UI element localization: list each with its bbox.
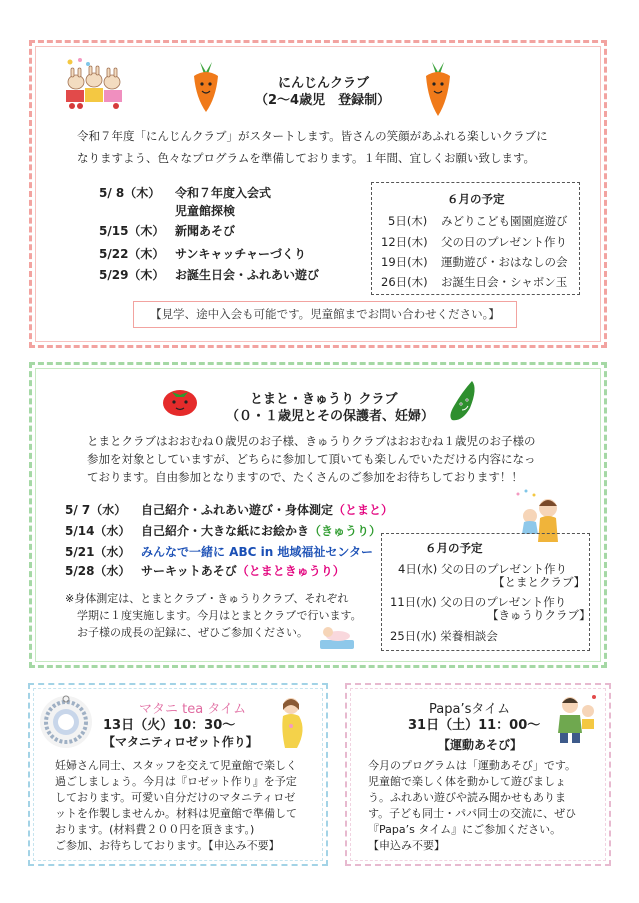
- ninjin-title: にんじんクラブ: [278, 76, 370, 91]
- papa-text: 【申込み不要】: [368, 839, 445, 852]
- pregnant-woman-icon: [275, 696, 309, 750]
- measurement-note: 学期に１度実施します。今月はとまとクラブで行います。: [77, 609, 362, 622]
- measurement-note: ※身体測定は、とまとクラブ・きゅうりクラブ、それぞれ: [65, 592, 349, 605]
- schedule-date: 5/28（水）: [65, 564, 131, 578]
- schedule-event: サーキットあそび（とまときゅうり）: [141, 564, 345, 578]
- papa-text: 児童館で楽しく体を動かして遊びましょ: [368, 775, 566, 788]
- rosette-icon: [36, 692, 96, 752]
- tomato-intro-line: 参加を対象としていますが、どちらに参加して頂いても楽しんでいただける内容になっ: [87, 452, 536, 466]
- june-club: 【きゅうりクラブ】: [487, 608, 591, 622]
- papa-text: す。子ども同士・パパ同士の交流に、ぜひ: [368, 807, 577, 820]
- schedule-date: 5/14（水）: [65, 524, 131, 538]
- maternity-text: ご参加、お待ちしております。【申込み不要】: [55, 839, 280, 852]
- measurement-note: お子様の成長の記録に、ぜひご参加ください。: [77, 626, 308, 639]
- maternity-title: マタニ tea タイム: [139, 702, 247, 717]
- tomato-intro-line: とまとクラブはおおむね０歳児のお子様、きゅうりクラブはおおむね１歳児のお子様の: [87, 434, 536, 448]
- baby-scale-icon: [318, 622, 358, 652]
- ninjin-subtitle: （2～4歳児 登録制）: [255, 93, 391, 108]
- maternity-text: 妊婦さん同士、スタッフを交えて児童館で楽しく: [55, 759, 297, 772]
- june-event: 4日(水) 父の日のプレゼント作り: [398, 562, 567, 576]
- schedule-event: 新聞あそび: [175, 224, 236, 238]
- papa-subtitle: 【運動あそび】: [438, 738, 523, 752]
- papa-time: 31日（土）11：00～: [408, 718, 541, 733]
- maternity-text: 過ごしましょう。今月は『ロゼット作り』を予定: [55, 775, 297, 788]
- june-event: 運動遊び・おはなしの会: [441, 255, 568, 269]
- schedule-date: 5/ 7（水）: [65, 503, 127, 517]
- schedule-date: 5/29（木）: [99, 268, 165, 282]
- papa-text: 『Papa’s タイム』にご参加ください。: [368, 823, 562, 836]
- schedule-date: 5/21（水）: [65, 545, 131, 559]
- june-event: みどりこども園園庭遊び: [441, 214, 568, 228]
- schedule-event: 児童館探検: [175, 204, 236, 218]
- maternity-text: しております。可愛い自分だけのマタニティロゼ: [55, 791, 296, 804]
- schedule-date: 5/22（木）: [99, 247, 165, 261]
- schedule-event: 自己紹介・ふれあい遊び・身体測定（とまと）: [141, 503, 394, 517]
- tomato-intro-line: ております。自由参加となりますので、たくさんのご参加をお待ちしております！！: [87, 470, 523, 484]
- june-title: ６月の予定: [425, 541, 483, 555]
- carrot-icon: [188, 58, 224, 114]
- june-event: お誕生日会・シャボン玉: [441, 275, 568, 289]
- schedule-date: 5/ 8（木）: [99, 186, 161, 200]
- june-date: 5日(木): [388, 214, 428, 228]
- tomato-icon: [160, 382, 200, 418]
- schedule-event: 令和７年度入会式: [175, 186, 272, 200]
- june-event: 25日(水) 栄養相談会: [390, 629, 498, 643]
- maternity-text: ットを作製しませんか。材料は児童館で準備して: [55, 807, 297, 820]
- june-club: 【とまとクラブ】: [493, 575, 586, 589]
- papa-title: Papa’sタイム: [429, 702, 511, 717]
- june-date: 26日(木): [381, 275, 428, 289]
- june-date: 12日(木): [381, 235, 428, 249]
- tomato-subtitle: （０・１歳児とその保護者、妊婦）: [226, 409, 435, 424]
- june-date: 19日(木): [381, 255, 428, 269]
- schedule-date: 5/15（木）: [99, 224, 165, 238]
- ninjin-note: 【見学、途中入会も可能です。児童館までお問い合わせください。】: [133, 301, 517, 328]
- papa-text: う。ふれあい遊びや読み聞かせもありま: [368, 791, 566, 804]
- june-title: ６月の予定: [447, 192, 505, 206]
- maternity-subtitle: 【マタニティロゼット作り】: [103, 735, 258, 749]
- june-event: 父の日のプレゼント作り: [441, 235, 568, 249]
- tomato-title: とまと・きゅうり クラブ: [250, 392, 398, 407]
- ninjin-intro-line: なりますよう、色々なプログラムを準備しております。１年間、宜しくお願い致します。: [77, 151, 536, 165]
- rabbits-icon: [58, 56, 130, 112]
- maternity-text: おります。(材料費２００円を頂きます。): [55, 823, 255, 836]
- ninjin-intro-line: 令和７年度「にんじんクラブ」がスタートします。皆さんの笑顔があふれる楽しいクラブに: [77, 129, 548, 143]
- schedule-event: 自己紹介・大きな紙にお絵かき（きゅうり）: [141, 524, 382, 538]
- father-child-icon: [550, 691, 600, 745]
- carrot-icon: [420, 58, 456, 118]
- papa-text: 今月のプログラムは「運動あそび」です。: [368, 759, 577, 772]
- schedule-event: みんなで一緒に ABC in 地域福祉センター: [141, 545, 373, 559]
- cucumber-icon: [446, 378, 480, 424]
- maternity-time: 13日（火）10：30～: [103, 718, 236, 733]
- schedule-event: お誕生日会・ふれあい遊び: [175, 268, 320, 282]
- june-event: 11日(水) 父の日のプレゼント作り: [390, 595, 567, 609]
- schedule-event: サンキャッチャーづくり: [175, 247, 307, 261]
